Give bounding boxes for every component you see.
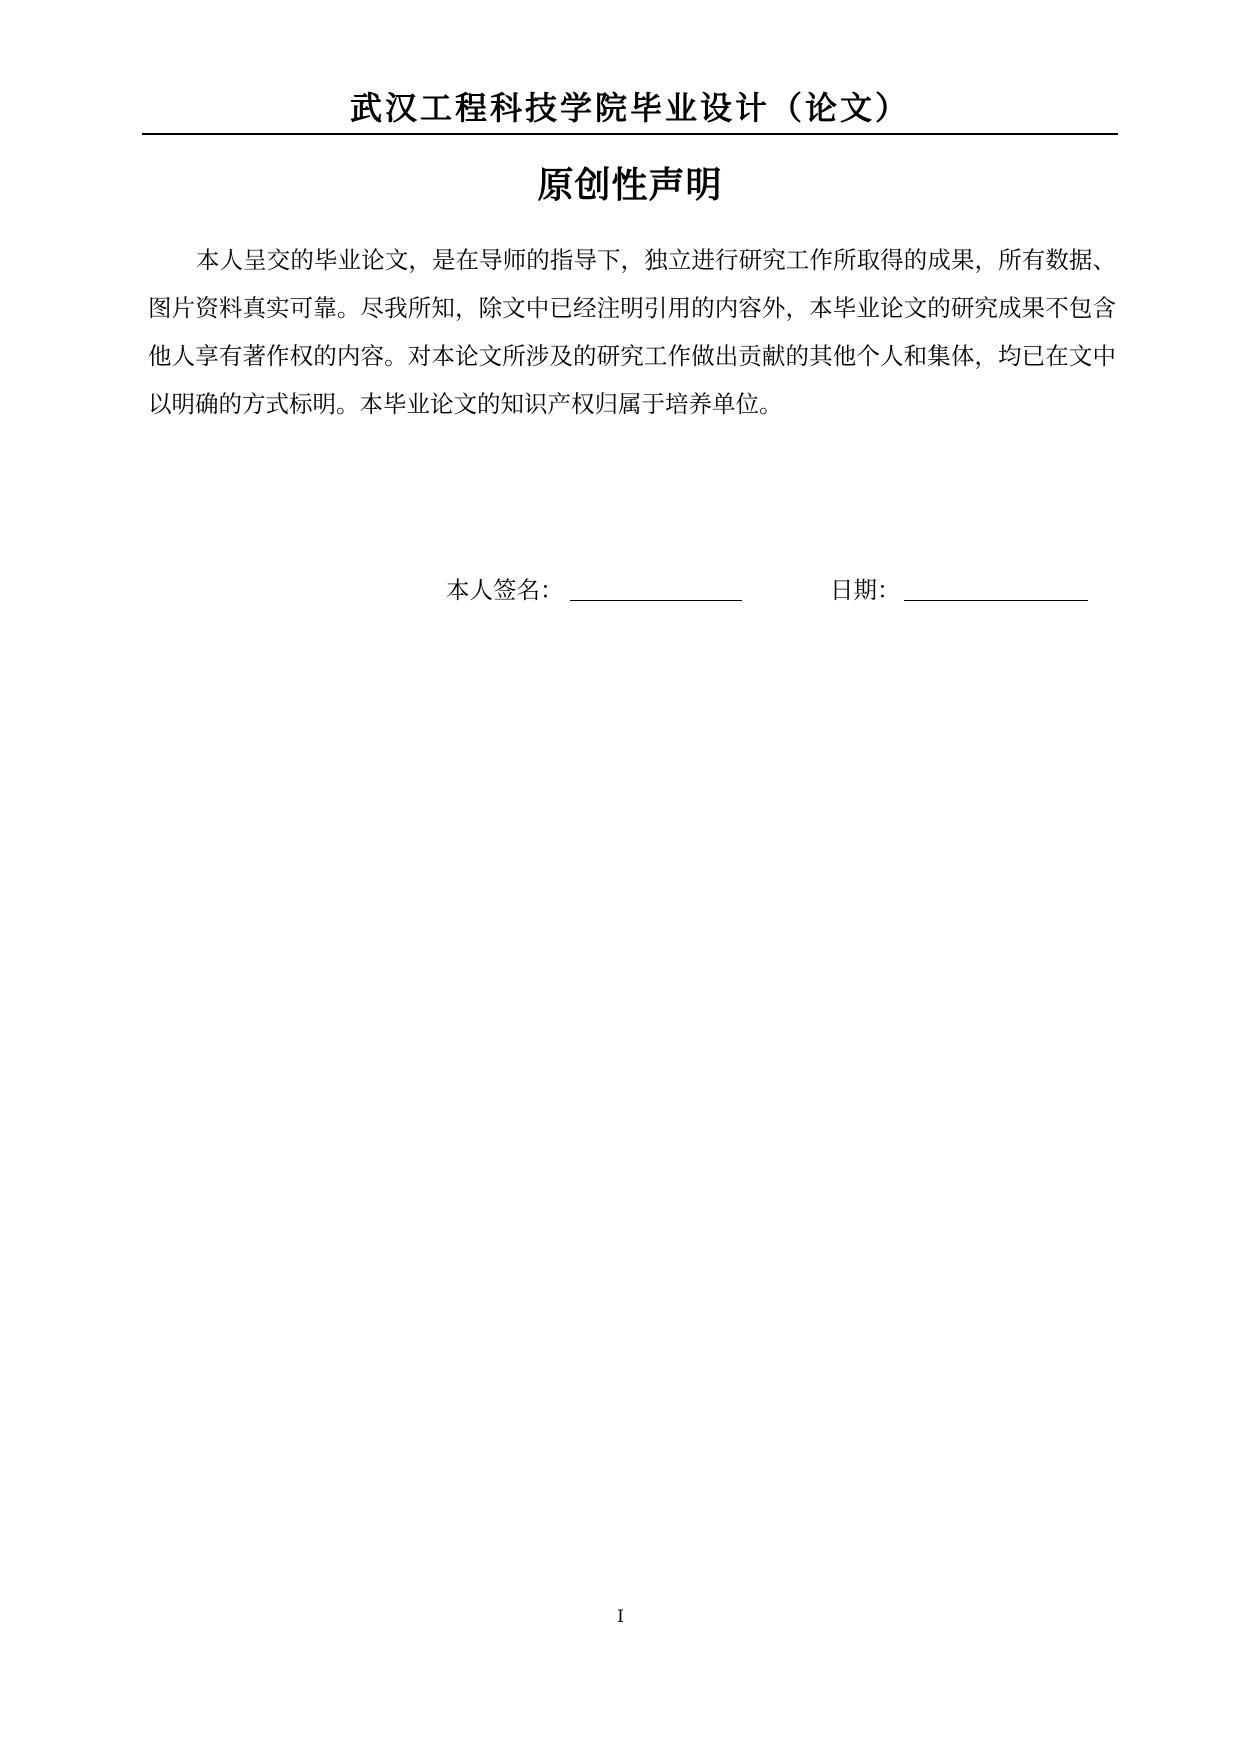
date-label: 日期： [830, 576, 901, 604]
page-title: 原创性声明 [537, 165, 723, 206]
header-divider [142, 133, 1118, 135]
signature-label: 本人签名： [446, 576, 564, 604]
signature-row [446, 570, 1126, 610]
date-line [904, 600, 1088, 601]
header-title: 武汉工程科技学院毕业设计（论文） [349, 89, 910, 127]
signature-line [570, 600, 742, 601]
declaration-paragraph: 本人呈交的毕业论文，是在导师的指导下，独立进行研究工作所取得的成果，所有数据、图片资料真实可靠。尽我所知，除文中已经注明引用的内容外，本毕业论文的研究成果不包含他人享有著作权的内容。对本论文所涉及的研究工作做出贡献的其他个人和集体，均已在文中以明确的方式标明。本毕业论文的知识产权归属于培养单位。 [148, 246, 1116, 418]
page-number: I [617, 1607, 624, 1627]
